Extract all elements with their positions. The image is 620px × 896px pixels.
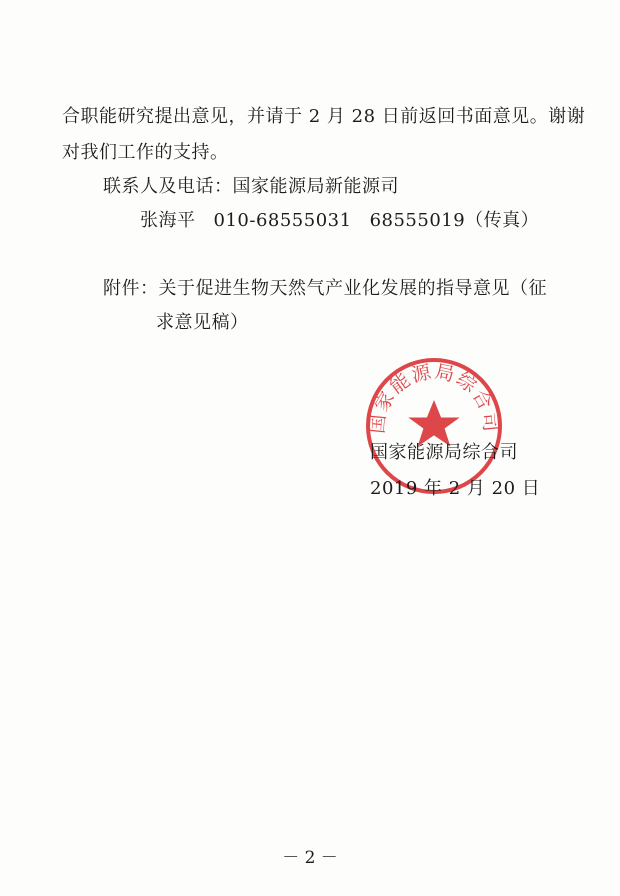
- contact-phone: 010-68555031: [213, 210, 352, 231]
- contact-fax: 68555019（传真）: [369, 210, 540, 231]
- contact-name: 张海平: [140, 210, 196, 231]
- body-line-1: 合职能研究提出意见，并请于 2 月 28 日前返回书面意见。谢谢: [62, 106, 586, 127]
- signature-department: 国家能源局综合司: [370, 442, 518, 463]
- body-line-2: 对我们工作的支持。: [62, 142, 229, 163]
- contact-label: 联系人及电话：国家能源局新能源司: [103, 176, 399, 197]
- page-number: － 2 －: [282, 848, 338, 868]
- attachment-line-1: 附件：关于促进生物天然气产业化发展的指导意见（征: [103, 278, 547, 299]
- seal-star-icon: [408, 400, 459, 447]
- seal-text: 国家能源局综合司: [366, 360, 502, 435]
- attachment-line-2: 求意见稿）: [156, 312, 249, 333]
- official-seal: [364, 356, 504, 496]
- contact-details: [140, 210, 539, 232]
- signature-date: 2019 年 2 月 20 日: [370, 478, 541, 499]
